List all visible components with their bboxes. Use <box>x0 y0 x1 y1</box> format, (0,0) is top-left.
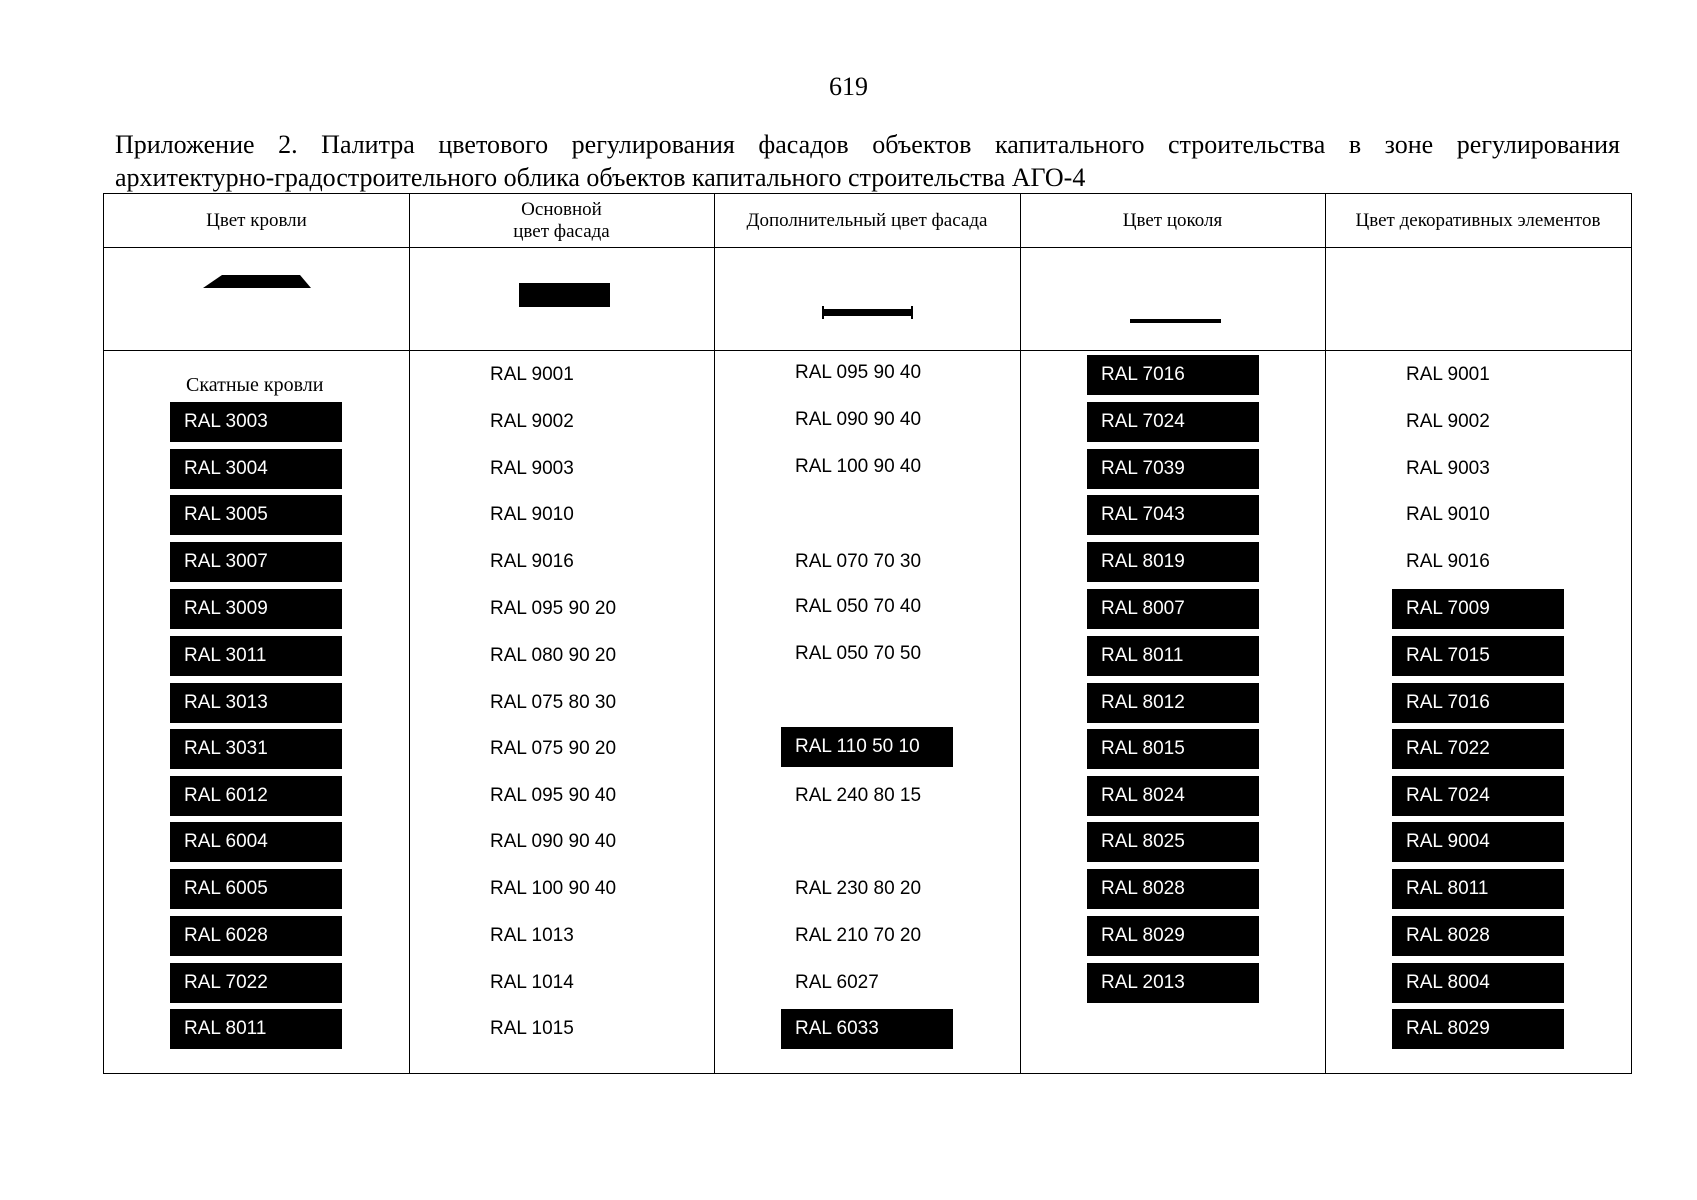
ral-swatch: RAL 3011 <box>170 636 342 676</box>
ral-swatch: RAL 6028 <box>170 916 342 956</box>
additional-facade-symbol-cell <box>714 247 1020 350</box>
ral-code: RAL 210 70 20 <box>795 925 922 946</box>
ral-swatch: RAL 3005 <box>170 495 342 535</box>
header-roof-color: Цвет кровли <box>206 209 307 231</box>
ral-swatch: RAL 6004 <box>170 822 342 862</box>
ral-swatch: RAL 7016 <box>1392 683 1564 723</box>
ral-code: RAL 9016 <box>1406 551 1490 572</box>
ral-swatch: RAL 8029 <box>1087 916 1259 956</box>
row-divider <box>104 350 1631 351</box>
ral-code: RAL 100 90 40 <box>795 456 922 477</box>
ral-code: RAL 050 70 50 <box>795 643 922 664</box>
header-additional-facade-color: Дополнительный цвет фасада <box>746 209 988 231</box>
ral-code: RAL 9003 <box>1406 458 1490 479</box>
header-plinth-color: Цвет цоколя <box>1122 209 1223 231</box>
header-main-facade-line2: цвет фасада <box>513 220 610 242</box>
ral-swatch: RAL 7022 <box>170 963 342 1003</box>
ral-code: RAL 095 90 40 <box>490 785 617 806</box>
ral-code: RAL 9001 <box>490 364 574 385</box>
ral-code: RAL 095 90 20 <box>490 598 617 619</box>
ral-code: RAL 050 70 40 <box>795 596 922 617</box>
roof-trapezoid-icon <box>104 247 409 350</box>
ral-swatch: RAL 8007 <box>1087 589 1259 629</box>
ral-swatch: RAL 8024 <box>1087 776 1259 816</box>
pitched-roofs-subheading: Скатные кровли <box>186 374 324 396</box>
ral-swatch: RAL 7039 <box>1087 449 1259 489</box>
ral-swatch: RAL 7015 <box>1392 636 1564 676</box>
decorative-symbol-cell <box>1325 247 1631 350</box>
ral-swatch: RAL 8011 <box>1087 636 1259 676</box>
additional-bar-icon <box>714 247 1020 350</box>
ral-swatch: RAL 3003 <box>170 402 342 442</box>
ral-swatch: RAL 8015 <box>1087 729 1259 769</box>
ral-code: RAL 1013 <box>490 925 574 946</box>
ral-swatch: RAL 8012 <box>1087 683 1259 723</box>
page-number: 619 <box>829 72 868 101</box>
ral-swatch: RAL 3007 <box>170 542 342 582</box>
header-main-facade-color <box>409 194 714 247</box>
ral-code: RAL 095 90 40 <box>795 362 922 383</box>
ral-swatch: RAL 3004 <box>170 449 342 489</box>
facade-block-icon <box>409 247 714 350</box>
ral-swatch: RAL 3013 <box>170 683 342 723</box>
ral-swatch: RAL 2013 <box>1087 963 1259 1003</box>
ral-code: RAL 230 80 20 <box>795 878 922 899</box>
ral-swatch: RAL 8028 <box>1087 869 1259 909</box>
roof-symbol-cell <box>104 247 409 350</box>
main-facade-symbol-cell <box>409 247 714 350</box>
ral-swatch: RAL 9004 <box>1392 822 1564 862</box>
ral-code: RAL 090 90 40 <box>490 831 617 852</box>
ral-swatch: RAL 3009 <box>170 589 342 629</box>
ral-code: RAL 090 90 40 <box>795 409 922 430</box>
ral-code: RAL 080 90 20 <box>490 645 617 666</box>
ral-code: RAL 1014 <box>490 972 574 993</box>
ral-code: RAL 9016 <box>490 551 574 572</box>
ral-swatch: RAL 8025 <box>1087 822 1259 862</box>
ral-swatch: RAL 7024 <box>1392 776 1564 816</box>
ral-code: RAL 070 70 30 <box>795 551 922 572</box>
caption-line-1: Приложение 2. Палитра цветового регулирования фасадов объектов капитального строительства в зоне регулирования <box>115 130 1620 159</box>
ral-code: RAL 9002 <box>490 411 574 432</box>
ral-swatch: RAL 6005 <box>170 869 342 909</box>
ral-code: RAL 9003 <box>490 458 574 479</box>
ral-swatch: RAL 8011 <box>1392 869 1564 909</box>
ral-swatch: RAL 110 50 10 <box>781 727 953 767</box>
ral-code: RAL 100 90 40 <box>490 878 617 899</box>
ral-swatch: RAL 8029 <box>1392 1009 1564 1049</box>
ral-swatch: RAL 8004 <box>1392 963 1564 1003</box>
ral-code: RAL 9002 <box>1406 411 1490 432</box>
ral-code: RAL 9010 <box>490 504 574 525</box>
ral-code: RAL 240 80 15 <box>795 785 922 806</box>
ral-swatch: RAL 7009 <box>1392 589 1564 629</box>
plinth-symbol-cell <box>1020 247 1325 350</box>
ral-swatch: RAL 8019 <box>1087 542 1259 582</box>
ral-code: RAL 9001 <box>1406 364 1490 385</box>
header-main-facade-line1: Основной <box>521 198 602 220</box>
appendix-caption <box>115 128 1620 194</box>
ral-code: RAL 075 80 30 <box>490 692 617 713</box>
caption-line-2: архитектурно-градостроительного облика объектов капитального строительства АГО-4 <box>115 163 1086 192</box>
color-palette-table <box>103 193 1632 1074</box>
ral-code: RAL 9010 <box>1406 504 1490 525</box>
ral-swatch: RAL 7043 <box>1087 495 1259 535</box>
ral-code: RAL 1015 <box>490 1018 574 1039</box>
ral-swatch: RAL 6033 <box>781 1009 953 1049</box>
ral-swatch: RAL 8011 <box>170 1009 342 1049</box>
header-decorative-elements-color: Цвет декоративных элементов <box>1355 209 1601 231</box>
ral-swatch: RAL 6012 <box>170 776 342 816</box>
ral-code: RAL 075 90 20 <box>490 738 617 759</box>
ral-swatch: RAL 3031 <box>170 729 342 769</box>
ral-swatch: RAL 7024 <box>1087 402 1259 442</box>
ral-swatch: RAL 7016 <box>1087 355 1259 395</box>
ral-swatch: RAL 7022 <box>1392 729 1564 769</box>
ral-code: RAL 6027 <box>795 972 879 993</box>
ral-swatch: RAL 8028 <box>1392 916 1564 956</box>
plinth-line-icon <box>1020 247 1325 350</box>
